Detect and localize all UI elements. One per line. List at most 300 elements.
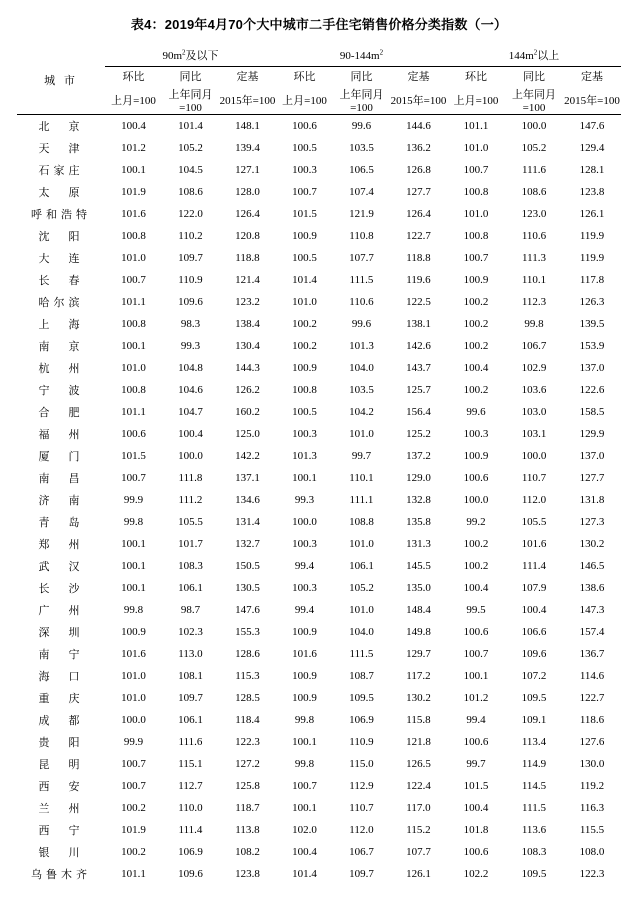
table-cell: 100.0 [463, 494, 489, 506]
table-row-city: 西 宁 [38, 825, 84, 837]
table-cell: 113.0 [178, 648, 203, 660]
table-cell: 99.2 [466, 516, 486, 528]
table-row-city: 银 川 [38, 847, 84, 859]
table-cell: 113.4 [521, 736, 547, 748]
table-row [17, 599, 621, 621]
table-cell: 106.9 [178, 846, 203, 858]
table-cell: 148.1 [235, 120, 260, 132]
header-base-2-0: 上月=100 [453, 95, 499, 107]
table-cell: 119.9 [579, 252, 605, 264]
table-body [17, 115, 621, 886]
table-cell: 111.5 [522, 802, 546, 814]
table-cell: 108.6 [178, 186, 203, 198]
table-cell: 108.7 [349, 670, 374, 682]
table-cell: 126.8 [406, 164, 431, 176]
table-cell: 99.7 [466, 758, 486, 770]
table-cell: 153.9 [579, 340, 605, 352]
table-cell: 101.0 [121, 252, 146, 264]
table-cell: 125.8 [235, 780, 260, 792]
table-cell: 109.7 [178, 252, 203, 264]
table-row [17, 181, 621, 203]
table-cell: 110.1 [521, 274, 547, 286]
table-cell: 160.2 [235, 406, 260, 418]
table-cell: 101.5 [121, 450, 146, 462]
table-cell: 101.1 [121, 868, 146, 880]
table-row-city: 福 州 [38, 429, 84, 441]
table-cell: 138.4 [235, 318, 260, 330]
table-cell: 118.7 [235, 802, 260, 814]
table-cell: 104.0 [349, 626, 374, 638]
table-cell: 101.0 [349, 538, 374, 550]
table-row [17, 159, 621, 181]
table-row [17, 247, 621, 269]
table-cell: 137.0 [579, 450, 605, 462]
table-cell: 101.6 [292, 648, 317, 660]
table-cell: 130.2 [406, 692, 431, 704]
table-row [17, 291, 621, 313]
table-cell: 110.7 [521, 472, 547, 484]
table-cell: 142.6 [406, 340, 431, 352]
table-cell: 117.8 [579, 274, 605, 286]
table-cell: 128.6 [235, 648, 260, 660]
table-cell: 101.1 [121, 296, 146, 308]
table-cell: 100.7 [463, 164, 489, 176]
table-cell: 105.2 [178, 142, 203, 154]
table-cell: 111.8 [178, 472, 203, 484]
table-cell: 115.1 [178, 758, 203, 770]
table-cell: 114.9 [521, 758, 547, 770]
table-cell: 106.9 [349, 714, 374, 726]
table-row-city: 昆 明 [38, 759, 84, 771]
table-cell: 105.5 [178, 516, 203, 528]
table-cell: 137.0 [579, 362, 605, 374]
table-row [17, 753, 621, 775]
table-cell: 111.6 [522, 164, 546, 176]
table-row-city: 宁 波 [38, 385, 84, 397]
table-cell: 158.5 [579, 406, 605, 418]
table-cell: 110.6 [349, 296, 374, 308]
table-cell: 118.8 [406, 252, 431, 264]
table-cell: 101.1 [463, 120, 489, 132]
table-cell: 99.9 [123, 494, 144, 506]
table-cell: 110.2 [178, 230, 203, 242]
table-cell: 101.4 [178, 120, 203, 132]
table-cell: 101.2 [463, 692, 489, 704]
table-cell: 107.2 [521, 670, 547, 682]
header-base-2-2: 2015年=100 [564, 95, 620, 107]
table-cell: 100.2 [292, 340, 317, 352]
table-cell: 101.6 [121, 648, 146, 660]
table-cell: 110.9 [349, 736, 374, 748]
table-cell: 100.3 [292, 428, 317, 440]
table-cell: 129.0 [406, 472, 431, 484]
table-cell: 102.0 [292, 824, 317, 836]
table-row [17, 665, 621, 687]
table-cell: 108.0 [579, 846, 605, 858]
table-cell: 101.6 [521, 538, 547, 550]
table-cell: 121.9 [349, 208, 374, 220]
table-cell: 100.2 [463, 538, 489, 550]
table-cell: 101.7 [178, 538, 203, 550]
header-group-2-label: $144m^2$以上 [508, 48, 560, 63]
table-cell: 100.2 [463, 296, 489, 308]
table-row-city: 长 春 [38, 275, 84, 287]
table-cell: 115.3 [235, 670, 260, 682]
table-cell: 100.9 [463, 274, 489, 286]
table-cell: 98.3 [180, 318, 201, 330]
table-cell: 114.6 [579, 670, 605, 682]
table-cell: 99.5 [466, 604, 486, 616]
table-row [17, 577, 621, 599]
table-cell: 101.9 [121, 186, 146, 198]
table-cell: 137.1 [235, 472, 260, 484]
table-cell: 110.9 [178, 274, 203, 286]
table-cell: 112.0 [349, 824, 374, 836]
table-row [17, 379, 621, 401]
header-base-0-0: 上月=100 [111, 95, 156, 107]
table-cell: 119.9 [579, 230, 605, 242]
table-row [17, 423, 621, 445]
table-row [17, 357, 621, 379]
table-cell: 100.6 [463, 846, 489, 858]
table-cell: 132.8 [406, 494, 431, 506]
table-cell: 100.1 [121, 164, 146, 176]
table-cell: 150.5 [235, 560, 260, 572]
table-cell: 126.3 [579, 296, 605, 308]
table-cell: 102.2 [463, 868, 489, 880]
table-cell: 109.1 [521, 714, 547, 726]
table-cell: 100.4 [178, 428, 203, 440]
table-cell: 100.2 [463, 560, 489, 572]
table-cell: 103.1 [521, 428, 547, 440]
table-row-city: 杭 州 [38, 363, 84, 375]
table-cell: 101.1 [121, 406, 146, 418]
table-cell: 117.2 [406, 670, 431, 682]
table-cell: 127.3 [579, 516, 605, 528]
table-cell: 100.6 [121, 428, 146, 440]
table-cell: 102.3 [178, 626, 203, 638]
table-cell: 109.7 [178, 692, 203, 704]
table-cell: 109.7 [349, 868, 374, 880]
table-cell: 100.9 [121, 626, 146, 638]
table-cell: 105.5 [521, 516, 547, 528]
table-cell: 99.8 [524, 318, 544, 330]
table-cell: 108.6 [521, 186, 547, 198]
table-row [17, 313, 621, 335]
table-cell: 128.0 [235, 186, 260, 198]
table-row [17, 797, 621, 819]
table-cell: 157.4 [579, 626, 605, 638]
table-cell: 138.6 [579, 582, 605, 594]
table-cell: 100.1 [121, 538, 146, 550]
table-cell: 100.6 [292, 120, 317, 132]
table-cell: 100.7 [121, 274, 146, 286]
table-cell: 139.4 [235, 142, 260, 154]
table-cell: 106.7 [521, 340, 547, 352]
table-cell: 130.5 [235, 582, 260, 594]
table-cell: 144.3 [235, 362, 260, 374]
table-cell: 100.6 [463, 736, 489, 748]
table-cell: 123.2 [235, 296, 260, 308]
table-cell: 110.1 [349, 472, 374, 484]
table-cell: 99.8 [123, 604, 144, 616]
table-cell: 126.5 [406, 758, 431, 770]
table-cell: 101.0 [121, 692, 146, 704]
table-cell: 101.6 [121, 208, 146, 220]
table-cell: 100.0 [178, 450, 203, 462]
table-cell: 100.1 [292, 802, 317, 814]
table-cell: 109.6 [521, 648, 547, 660]
table-row-city: 广 州 [38, 605, 84, 617]
header-sub-1-0: 环比 [293, 71, 316, 84]
table-cell: 114.5 [521, 780, 547, 792]
table-cell: 101.3 [292, 450, 317, 462]
table-cell: 156.4 [406, 406, 431, 418]
table-cell: 100.7 [121, 472, 146, 484]
table-cell: 105.2 [349, 582, 374, 594]
table-row [17, 621, 621, 643]
header-sub-2-0: 环比 [464, 71, 487, 84]
table-cell: 100.6 [463, 472, 489, 484]
header-group-0-label: $90m^2$及以下 [162, 48, 219, 63]
table-row [17, 269, 621, 291]
table-cell: 143.7 [406, 362, 431, 374]
header-group-1 [276, 45, 447, 66]
table-cell: 129.7 [406, 648, 431, 660]
table-row [17, 225, 621, 247]
table-cell: 127.7 [406, 186, 431, 198]
table-cell: 100.9 [292, 626, 317, 638]
table-cell: 122.6 [579, 384, 605, 396]
table-cell: 101.8 [463, 824, 489, 836]
table-cell: 100.6 [463, 626, 489, 638]
table-cell: 111.5 [349, 648, 374, 660]
table-cell: 99.6 [351, 318, 372, 330]
table-cell: 115.2 [406, 824, 431, 836]
header-sub-0-1: 同比 [179, 71, 202, 84]
table-cell: 129.4 [579, 142, 605, 154]
table-cell: 125.0 [235, 428, 260, 440]
page-title: 表4：2019年4月70个大中城市二手住宅销售价格分类指数（一） [130, 17, 508, 32]
table-cell: 109.6 [178, 868, 203, 880]
table-cell: 105.2 [521, 142, 547, 154]
table-cell: 101.0 [463, 208, 489, 220]
table-cell: 100.9 [292, 362, 317, 374]
table-row [17, 445, 621, 467]
table-cell: 100.8 [121, 384, 146, 396]
table-row-city: 哈尔滨 [38, 297, 84, 309]
table-cell: 101.9 [121, 824, 146, 836]
table-cell: 115.5 [579, 824, 605, 836]
header-sub-1-1: 同比 [350, 71, 373, 84]
table-cell: 99.6 [351, 120, 372, 132]
table-cell: 126.4 [235, 208, 260, 220]
table-header [17, 45, 621, 115]
table-cell: 111.2 [178, 494, 203, 506]
table-cell: 101.0 [121, 362, 146, 374]
table-cell: 102.9 [521, 362, 547, 374]
table-cell: 109.5 [521, 868, 547, 880]
table-cell: 104.5 [178, 164, 203, 176]
table-cell: 127.2 [235, 758, 260, 770]
table-cell: 108.2 [235, 846, 260, 858]
table-row-city: 石家庄 [38, 165, 84, 177]
table-cell: 147.6 [579, 120, 605, 132]
table-cell: 126.1 [579, 208, 605, 220]
table-cell: 111.5 [349, 274, 374, 286]
table-cell: 147.6 [235, 604, 260, 616]
header-sub-2-1: 同比 [522, 71, 545, 84]
table-cell: 115.0 [349, 758, 374, 770]
table-cell: 126.1 [406, 868, 431, 880]
table-row-city: 郑 州 [38, 539, 84, 551]
table-cell: 99.8 [294, 714, 315, 726]
table-row [17, 489, 621, 511]
table-cell: 122.7 [406, 230, 431, 242]
table-cell: 100.8 [463, 186, 489, 198]
table-cell: 115.8 [406, 714, 431, 726]
table-cell: 123.8 [579, 186, 605, 198]
table-cell: 100.8 [463, 230, 489, 242]
table-cell: 99.3 [294, 494, 315, 506]
table-cell: 100.7 [121, 758, 146, 770]
table-cell: 131.8 [579, 494, 605, 506]
table-cell: 104.7 [178, 406, 203, 418]
table-cell: 120.8 [235, 230, 260, 242]
table-cell: 101.0 [349, 428, 374, 440]
table-row [17, 687, 621, 709]
table-cell: 108.1 [178, 670, 203, 682]
table-cell: 99.6 [466, 406, 486, 418]
table-cell: 101.4 [292, 274, 317, 286]
table-cell: 107.7 [406, 846, 431, 858]
table-cell: 100.2 [463, 318, 489, 330]
table-cell: 100.4 [463, 802, 489, 814]
table-cell: 100.0 [521, 450, 547, 462]
table-row-city: 沈 阳 [38, 231, 84, 243]
table-cell: 103.5 [349, 384, 374, 396]
table-cell: 103.5 [349, 142, 374, 154]
table-row-city: 天 津 [38, 143, 84, 155]
table-cell: 100.7 [292, 186, 317, 198]
table-row-city: 海 口 [38, 671, 84, 683]
table-row-city: 兰 州 [38, 803, 84, 815]
table-row [17, 533, 621, 555]
table-cell: 132.7 [235, 538, 260, 550]
header-base-0-2: 2015年=100 [219, 95, 276, 107]
table-cell: 136.2 [406, 142, 431, 154]
table-cell: 110.8 [349, 230, 374, 242]
table-cell: 123.8 [235, 868, 260, 880]
table-cell: 110.0 [178, 802, 203, 814]
table-cell: 100.2 [463, 384, 489, 396]
table-row-city: 太 原 [38, 187, 84, 199]
table-cell: 126.2 [235, 384, 260, 396]
table-cell: 101.0 [463, 142, 489, 154]
table-row-city: 济 南 [38, 495, 84, 507]
table-row [17, 137, 621, 159]
table-row-city: 青 岛 [38, 517, 84, 529]
table-cell: 122.0 [178, 208, 203, 220]
table-cell: 125.7 [406, 384, 431, 396]
table-cell: 130.0 [579, 758, 605, 770]
table-cell: 109.5 [521, 692, 547, 704]
table-cell: 108.8 [349, 516, 374, 528]
header-group-1-label: $90-144m^2$ [339, 48, 384, 63]
table-cell: 142.2 [235, 450, 260, 462]
table-cell: 100.3 [292, 164, 317, 176]
header-bases-row [17, 86, 621, 115]
table-cell: 100.4 [521, 604, 547, 616]
table-row-city: 贵 阳 [38, 737, 84, 749]
table-row [17, 775, 621, 797]
header-sub-2-2: 定基 [581, 71, 603, 84]
table-cell: 100.5 [292, 142, 317, 154]
table-cell: 100.3 [292, 582, 317, 594]
table-cell: 100.1 [292, 736, 317, 748]
table-cell: 103.6 [521, 384, 547, 396]
table-cell: 128.1 [579, 164, 605, 176]
table-cell: 104.8 [178, 362, 203, 374]
table-row-city: 南 昌 [38, 473, 84, 485]
table-cell: 99.7 [351, 450, 372, 462]
table-row [17, 709, 621, 731]
table-cell: 99.4 [294, 604, 315, 616]
header-base-1-0: 上月=100 [282, 95, 327, 107]
table-row-city: 长 沙 [38, 583, 84, 595]
table-cell: 147.3 [579, 604, 605, 616]
table-cell: 99.9 [123, 736, 144, 748]
table-cell: 113.6 [521, 824, 547, 836]
table-cell: 100.5 [292, 406, 317, 418]
table-cell: 100.2 [292, 318, 317, 330]
table-cell: 100.7 [463, 252, 489, 264]
table-row [17, 841, 621, 863]
table-cell: 118.8 [235, 252, 260, 264]
table-cell: 112.9 [349, 780, 374, 792]
table-row-city: 重 庆 [38, 693, 84, 705]
table-row [17, 511, 621, 533]
table-cell: 149.8 [406, 626, 431, 638]
table-cell: 100.1 [463, 670, 489, 682]
header-groups-row [17, 45, 621, 66]
table-cell: 98.7 [180, 604, 201, 616]
table-row [17, 643, 621, 665]
table-row-city: 呼和浩特 [30, 209, 91, 221]
table-cell: 111.6 [178, 736, 203, 748]
table-cell: 123.0 [521, 208, 547, 220]
table-cell: 106.1 [349, 560, 374, 572]
header-base-0-1: 上年同月=100 [168, 89, 213, 114]
table-row-city: 深 圳 [38, 627, 84, 639]
table-cell: 101.5 [292, 208, 317, 220]
table-row [17, 115, 621, 138]
table-cell: 116.3 [579, 802, 605, 814]
table-row-city: 西 安 [38, 781, 84, 793]
table-cell: 130.4 [235, 340, 260, 352]
table-row [17, 401, 621, 423]
table-cell: 100.2 [121, 846, 146, 858]
table-cell: 106.7 [349, 846, 374, 858]
table-cell: 122.3 [235, 736, 260, 748]
table-cell: 100.9 [463, 450, 489, 462]
header-sub-0-0: 环比 [122, 71, 145, 84]
table-row [17, 467, 621, 489]
table-cell: 101.2 [121, 142, 146, 154]
table-cell: 107.4 [349, 186, 374, 198]
header-city: 城 市 [17, 45, 105, 115]
table-cell: 110.7 [349, 802, 374, 814]
